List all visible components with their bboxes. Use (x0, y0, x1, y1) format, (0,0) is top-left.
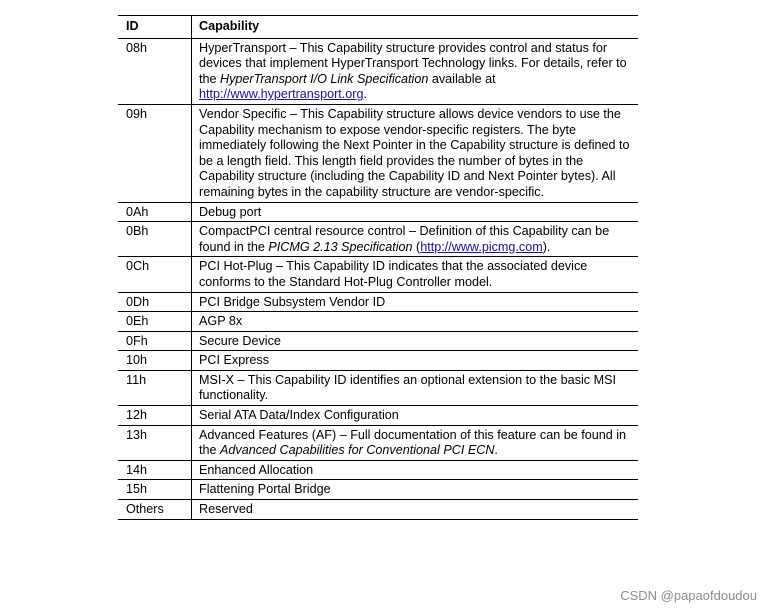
reference-link[interactable]: http://www.picmg.com (420, 239, 543, 254)
description-text: PCI Hot-Plug – This Capability ID indicates that the associated device conforms to the Standard Hot-Plug Controller model. (199, 259, 588, 289)
spec-title-text: Advanced Capabilities for Conventional PCI ECN (220, 443, 495, 458)
description-text: Reserved (199, 502, 253, 517)
capability-description-cell (192, 257, 639, 292)
description-text: ( (412, 239, 421, 254)
capability-description-cell (192, 202, 639, 222)
spec-title-text: PICMG 2.13 Specification (268, 239, 413, 254)
capability-description-cell (192, 38, 639, 104)
description-text: Enhanced Allocation (199, 462, 314, 477)
capability-id-cell: 11h (118, 370, 192, 405)
table-row (118, 292, 638, 312)
capability-description-cell (192, 425, 639, 460)
capability-description-cell (192, 406, 639, 426)
capability-id-cell: 15h (118, 480, 192, 500)
table-row (118, 480, 638, 500)
table-body (118, 38, 638, 519)
table-row (118, 38, 638, 104)
table-header-row (118, 16, 638, 39)
description-text: PCI Bridge Subsystem Vendor ID (199, 294, 386, 309)
description-text: Vendor Specific – This Capability structure allows device vendors to use the Capability mechanism to expose vendor-specific registers. The byte immediately following the Next Pointer in the Capability structure is defined to be a length field. This length field provides the number of bytes in the Capability structure (including the Capability ID and Next Pointer bytes). All remaining bytes in the capability structure are vendor-specific. (199, 106, 630, 199)
watermark: CSDN @papaofdoudou (620, 588, 757, 603)
capability-description-cell (192, 312, 639, 332)
table-row (118, 222, 638, 257)
capability-column-header: Capability (192, 16, 639, 39)
description-text: Secure Device (199, 333, 281, 348)
description-text: Serial ATA Data/Index Configuration (199, 408, 399, 423)
capability-id-cell: 14h (118, 460, 192, 480)
table-row (118, 500, 638, 520)
capability-id-cell: 12h (118, 406, 192, 426)
description-text: ). (542, 239, 551, 254)
capability-id-cell: 08h (118, 38, 192, 104)
table-row (118, 202, 638, 222)
description-text: available at (428, 71, 496, 86)
description-text: Flattening Portal Bridge (199, 482, 331, 497)
capability-description-cell (192, 104, 639, 202)
table-row (118, 370, 638, 405)
table-row (118, 351, 638, 371)
capability-description-cell (192, 331, 639, 351)
capability-id-cell: 0Dh (118, 292, 192, 312)
table-row (118, 104, 638, 202)
capability-id-table (118, 15, 638, 520)
description-text: AGP 8x (199, 314, 243, 329)
description-text: Advanced Features (AF) – Full documentation of this feature can be found in the (199, 427, 627, 458)
capability-id-cell: 13h (118, 425, 192, 460)
capability-description-cell (192, 222, 639, 257)
capability-description-cell (192, 292, 639, 312)
capability-description-cell (192, 370, 639, 405)
table-row (118, 331, 638, 351)
description-text: . (363, 87, 367, 102)
capability-id-cell: 0Eh (118, 312, 192, 332)
table-row (118, 257, 638, 292)
description-text: HyperTransport – This Capability structure provides control and status for devices that implement HyperTransport Technology links. For details, refer to the (199, 40, 627, 86)
table-row (118, 406, 638, 426)
id-column-header: ID (118, 16, 192, 39)
capability-id-cell: 0Bh (118, 222, 192, 257)
capability-description-cell (192, 460, 639, 480)
capability-id-cell: 0Fh (118, 331, 192, 351)
description-text: Debug port (199, 204, 262, 219)
description-text: CompactPCI central resource control – Definition of this Capability can be found in the (199, 224, 610, 254)
table-row (118, 460, 638, 480)
capability-id-cell: 0Ch (118, 257, 192, 292)
table-row (118, 425, 638, 460)
capability-id-cell: 10h (118, 351, 192, 371)
capability-description-cell (192, 500, 639, 520)
capability-id-cell: 0Ah (118, 202, 192, 222)
description-text: MSI-X – This Capability ID identifies an optional extension to the basic MSI functionality. (199, 372, 616, 403)
description-text: PCI Express (199, 353, 269, 368)
table-row (118, 312, 638, 332)
capability-description-cell (192, 480, 639, 500)
capability-id-cell: 09h (118, 104, 192, 202)
capability-description-cell (192, 351, 639, 371)
spec-title-text: HyperTransport I/O Link Specification (220, 71, 429, 86)
description-text: . (494, 443, 498, 458)
capability-id-cell: Others (118, 500, 192, 520)
reference-link[interactable]: http://www.hypertransport.org (199, 87, 364, 102)
